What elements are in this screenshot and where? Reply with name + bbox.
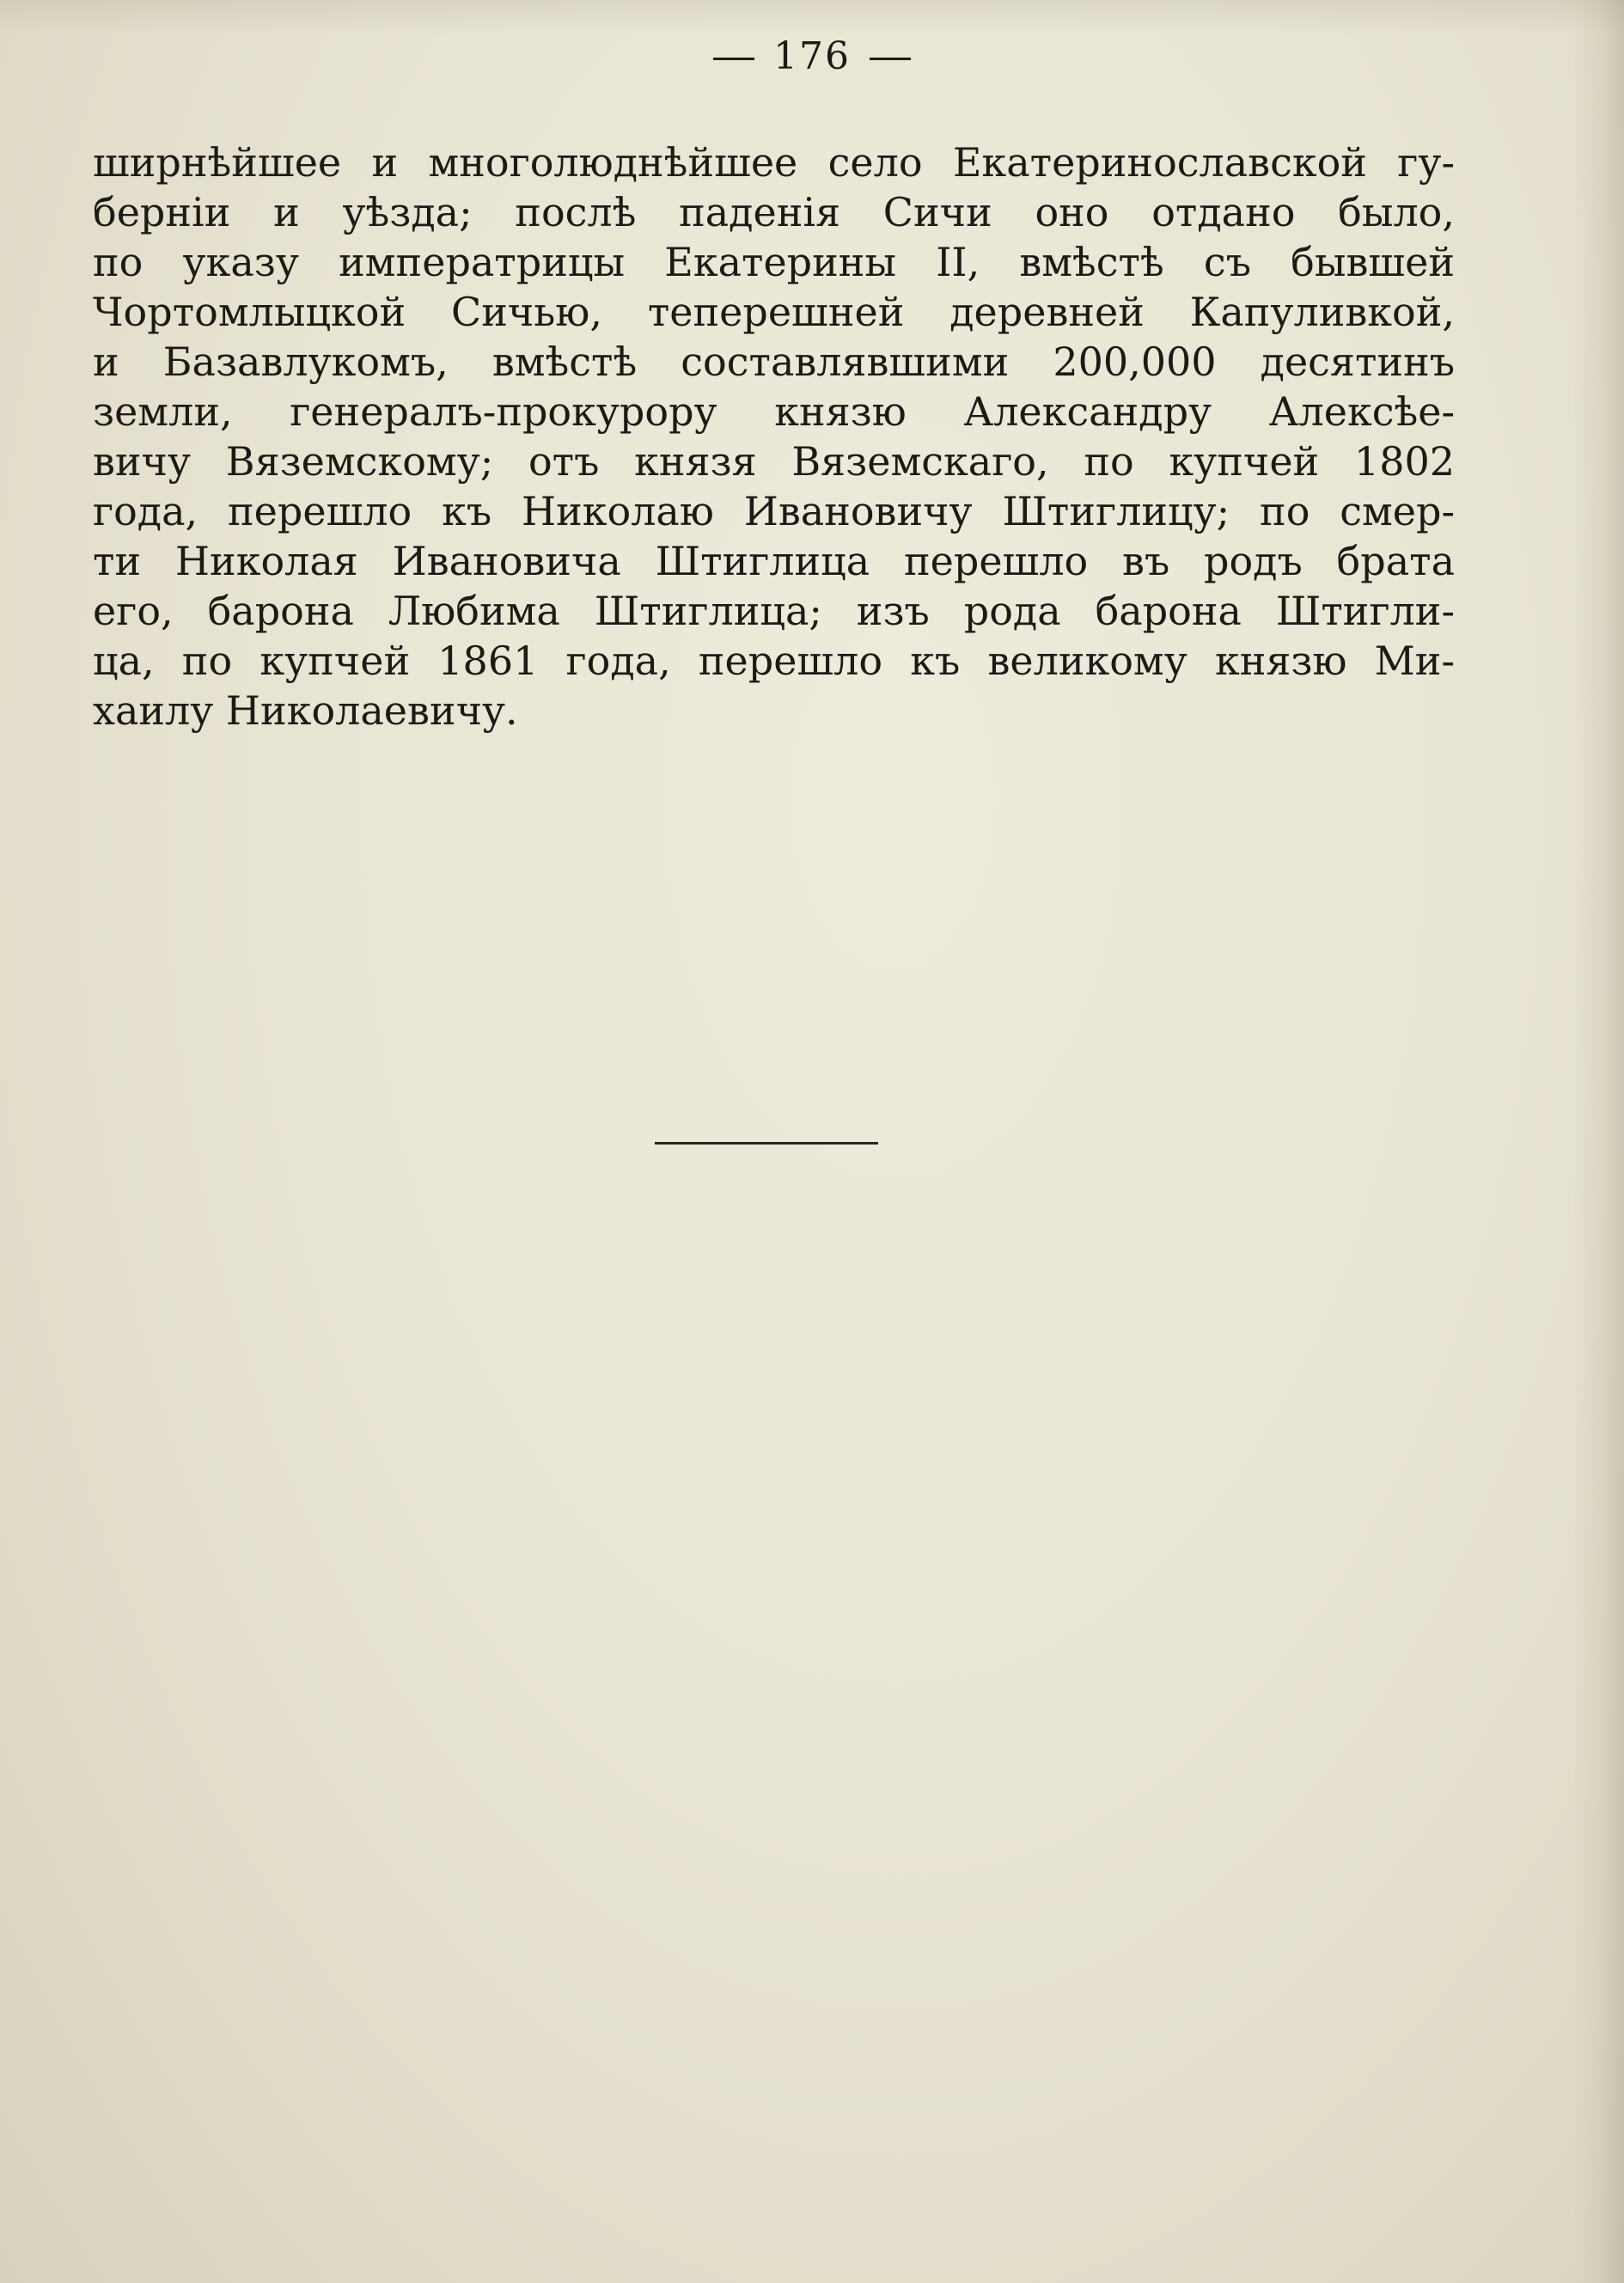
page-number-value: 176 [773,34,851,78]
left-dash [713,58,754,60]
text-line: земли, генералъ-прокурору князю Александру Алексѣе- [93,388,1455,435]
body-paragraph [93,137,1455,736]
text-line: его, барона Любима Штиглица; изъ рода барона Штигли- [93,588,1455,634]
text-line: года, перешло къ Николаю Ивановичу Штиглицу; по смер- [93,488,1455,534]
text-line: ца, по купчей 1861 года, перешло къ великому князю Ми- [93,638,1455,684]
text-line: вичу Вяземскому; отъ князя Вяземскаго, по купчей 1802 [93,438,1455,485]
page-number [0,34,1624,78]
text-line: ти Николая Ивановича Штиглица перешло въ родъ брата [93,538,1455,584]
text-line: и Базавлукомъ, вмѣстѣ составлявшими 200,000 десятинъ [93,339,1455,385]
text-line: Чортомлыцкой Сичью, теперешней деревней Капуливкой, [93,289,1455,335]
text-line: хаилу Николаевичу. [93,687,518,734]
text-line: ширнѣйшее и многолюднѣйшее село Екатеринославской гу- [93,139,1455,186]
right-dash [870,58,911,60]
text-line: по указу императрицы Екатерины II, вмѣстѣ съ бывшей [93,239,1455,285]
text-line: берніи и уѣзда; послѣ паденія Сичи оно отдано было, [93,189,1455,235]
page-right-shadow [1572,0,1624,2283]
section-divider [655,1142,878,1145]
page-top-shadow [0,0,1624,34]
